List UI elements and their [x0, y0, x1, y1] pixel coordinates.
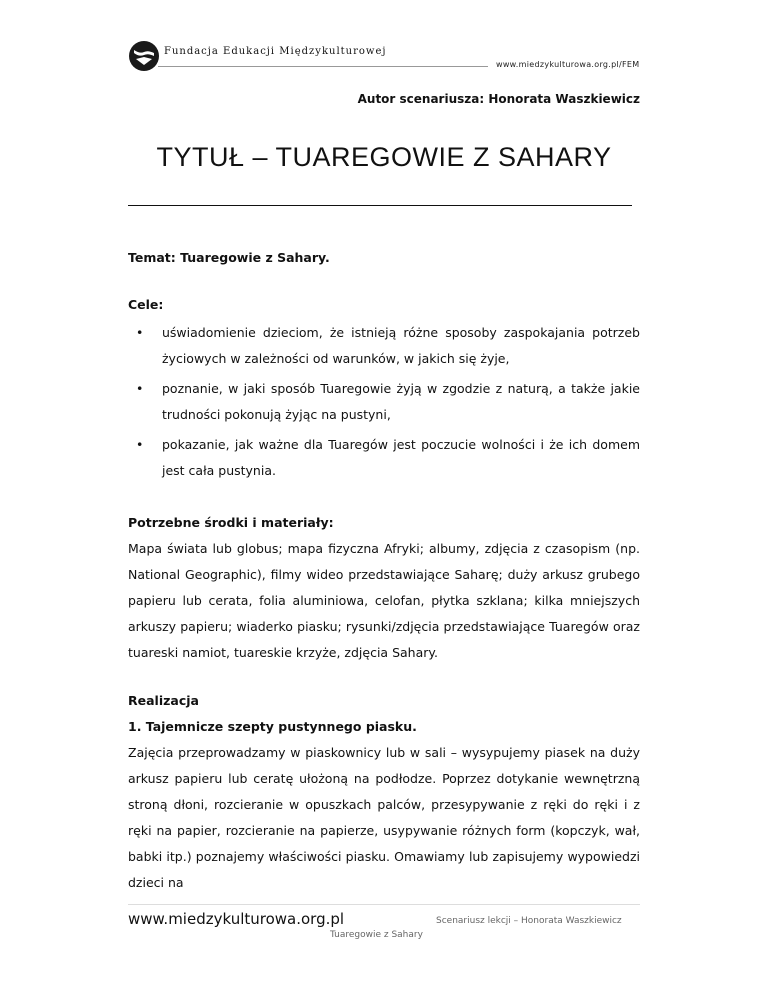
footer-divider	[128, 904, 640, 905]
footer-document-title: Tuaregowie z Sahary	[330, 930, 423, 940]
realization-heading: Realizacja	[128, 693, 199, 708]
document-body	[128, 250, 640, 896]
header-divider	[158, 66, 488, 67]
goals-list	[128, 320, 640, 484]
section-1-heading: 1. Tajemnicze szepty pustynnego piasku.	[128, 719, 417, 734]
footer-scenario-credit: Scenariusz lekcji – Honorata Waszkiewicz	[436, 916, 622, 926]
bullet-icon: •	[136, 325, 144, 340]
page-title: TYTUŁ – TUAREGOWIE Z SAHARY	[156, 142, 612, 172]
author-line: Autor scenariusza: Honorata Waszkiewicz	[357, 92, 640, 106]
section-1-text: Zajęcia przeprowadzamy w piaskownicy lub w sali – wysypujemy piasek na duży arkusz papieru lub ceratę ułożoną na podłodze. Poprzez dotykanie wewnętrzną stroną dłoni, rozcieranie w opuszkach palców, przesypywanie z ręki do ręki i z ręki na papier, rozcieranie na papierze, usypywanie różnych form (kopczyk, wał, babki itp.) poznajemy właściwości piasku. Omawiamy lub zapisujemy wypowiedzi dzieci na	[128, 745, 640, 890]
materials-heading: Potrzebne środki i materiały:	[128, 515, 334, 530]
foundation-logo-icon	[128, 40, 160, 72]
title-underline	[128, 205, 632, 206]
header-site-url: www.miedzykulturowa.org.pl/FEM	[496, 60, 640, 69]
list-item: • uświadomienie dzieciom, że istnieją różne sposoby zaspokajania potrzeb życiowych w zależności od warunków, w jakich się żyje,	[128, 320, 640, 372]
bullet-icon: •	[136, 381, 144, 396]
bullet-icon: •	[136, 437, 144, 452]
topic-heading: Temat: Tuaregowie z Sahary.	[128, 250, 330, 265]
list-item: • pokazanie, jak ważne dla Tuaregów jest poczucie wolności i że ich domem jest cała pustynia.	[128, 432, 640, 484]
goals-heading: Cele:	[128, 297, 164, 312]
organization-name: Fundacja Edukacji Międzykulturowej	[164, 46, 387, 57]
list-item: • poznanie, w jaki sposób Tuaregowie żyją w zgodzie z naturą, a także jakie trudności pokonują żyjąc na pustyni,	[128, 376, 640, 428]
materials-text: Mapa świata lub globus; mapa fizyczna Afryki; albumy, zdjęcia z czasopism (np. National Geographic), filmy wideo przedstawiające Saharę; duży arkusz grubego papieru lub cerata, folia aluminiowa, celofan, płytka szklana; kilka mniejszych arkuszy papieru; wiaderko piasku; rysunki/zdjęcia przedstawiające Tuaregów oraz tuareski namiot, tuareskie krzyże, zdjęcia Sahary.	[128, 541, 640, 660]
footer-url: www.miedzykulturowa.org.pl	[128, 910, 345, 928]
